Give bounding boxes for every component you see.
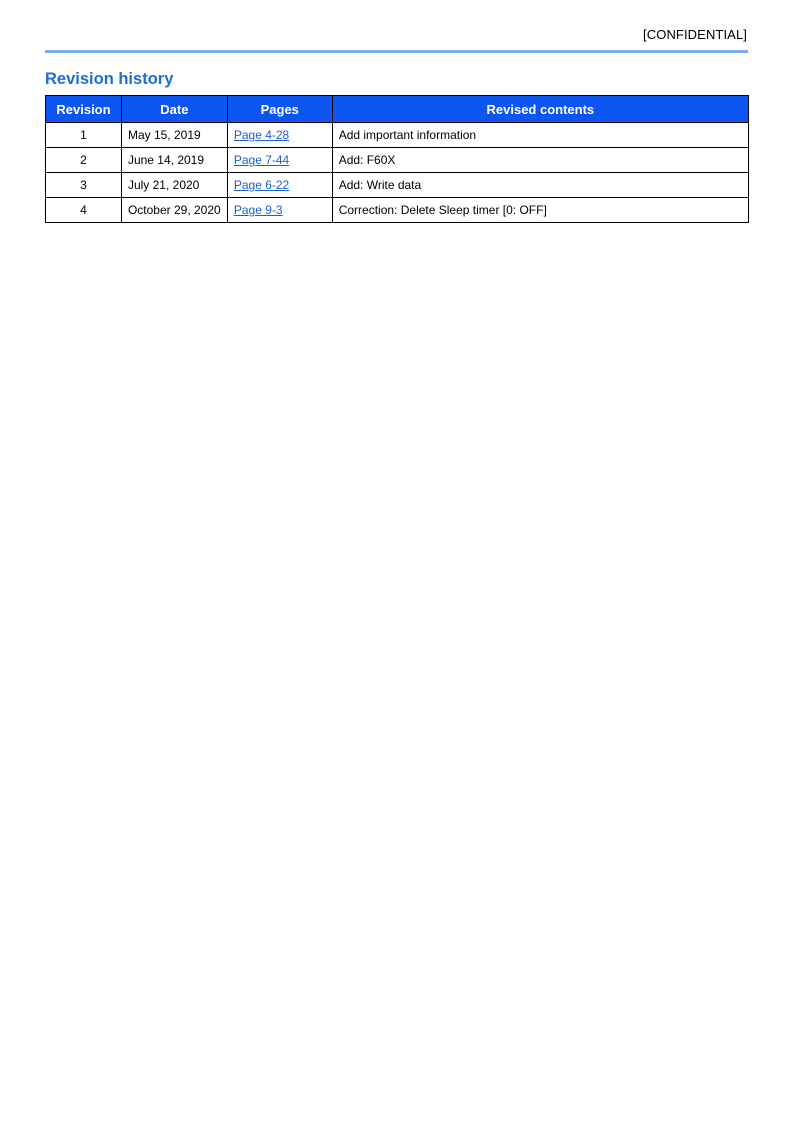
revision-cell: 2 (46, 148, 122, 173)
column-header-revision: Revision (46, 96, 122, 123)
revised-contents-cell: Add important information (332, 123, 748, 148)
revised-contents-cell: Add: F60X (332, 148, 748, 173)
date-cell: July 21, 2020 (121, 173, 227, 198)
revision-cell: 1 (46, 123, 122, 148)
confidential-label: [CONFIDENTIAL] (643, 27, 747, 42)
pages-cell (227, 173, 332, 198)
section-title: Revision history (45, 70, 174, 88)
table-row (46, 148, 749, 173)
table-row (46, 198, 749, 223)
pages-cell (227, 148, 332, 173)
table-row (46, 123, 749, 148)
revised-contents-cell: Correction: Delete Sleep timer [0: OFF] (332, 198, 748, 223)
date-cell: June 14, 2019 (121, 148, 227, 173)
column-header-date: Date (121, 96, 227, 123)
revised-contents-cell: Add: Write data (332, 173, 748, 198)
page-link[interactable]: Page 7-44 (233, 153, 290, 167)
header-rule (45, 50, 748, 53)
page-link[interactable]: Page 9-3 (233, 203, 283, 217)
page-link[interactable]: Page 6-22 (233, 178, 290, 192)
revision-history-table (45, 95, 749, 223)
table-header-row (46, 96, 749, 123)
table-row (46, 173, 749, 198)
page-link[interactable]: Page 4-28 (233, 128, 290, 142)
pages-cell (227, 123, 332, 148)
pages-cell (227, 198, 332, 223)
column-header-pages: Pages (227, 96, 332, 123)
date-cell: May 15, 2019 (121, 123, 227, 148)
revision-cell: 4 (46, 198, 122, 223)
revision-cell: 3 (46, 173, 122, 198)
column-header-revised-contents: Revised contents (332, 96, 748, 123)
date-cell: October 29, 2020 (121, 198, 227, 223)
